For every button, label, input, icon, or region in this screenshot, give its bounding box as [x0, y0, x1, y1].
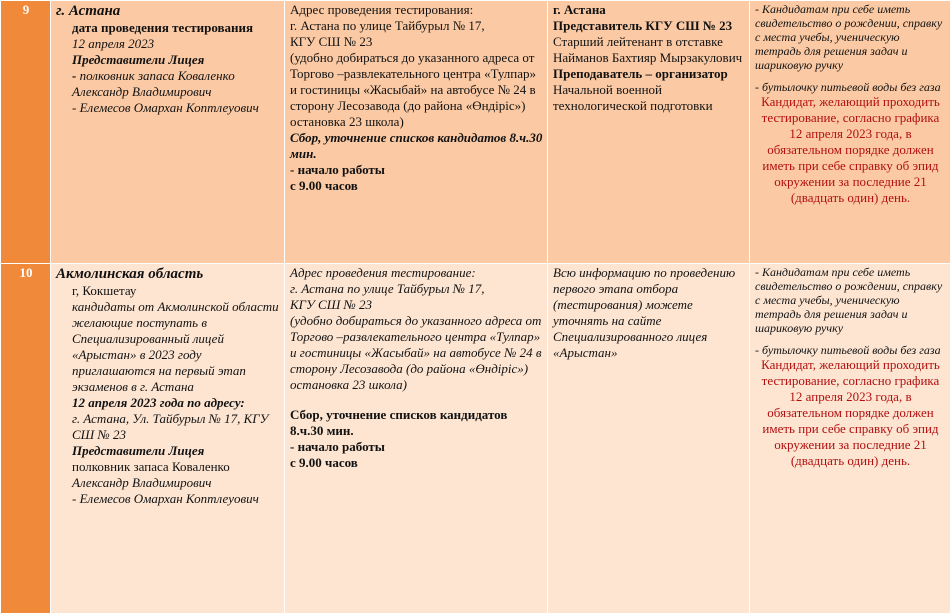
requirements-cell: [750, 264, 950, 614]
teacher-title: Преподаватель – организатор: [553, 66, 728, 81]
requirement-note: Кандидат, желающий проходить тестирование, согласно графика 12 апреля 2023 года, в обязательном порядке должен иметь при себе справку об эпид окружении за последние 21 (двадцать один) день.: [755, 357, 946, 469]
location-cell: [51, 1, 285, 264]
teacher-info: [553, 66, 745, 114]
start-line2: с 9.00 часов: [290, 455, 543, 471]
start-line2: с 9.00 часов: [290, 178, 543, 194]
rep1-line2: Александр Владимирович: [56, 475, 280, 491]
location-cell: [51, 264, 285, 614]
rep1-line2: Александр Владимирович: [56, 84, 280, 100]
gathering-time: Сбор, уточнение списков кандидатов 8.ч.30 мин.: [290, 130, 543, 162]
bring-text: - Кандидатам при себе иметь свидетельство о рождении, справку с места учебы, ученическую тетрадь для решения задач и шариковую ручку: [755, 265, 946, 335]
address-text: г. Астана, Ул. Тайбурыл № 17, КГУ СШ № 23: [56, 411, 280, 443]
rep2: - Елемесов Омархан Коптлеуович: [56, 100, 280, 116]
requirements-cell: [750, 1, 950, 264]
test-date: 12 апреля 2023: [56, 36, 280, 52]
rep-rank-text: Старший лейтенант в отставке: [553, 34, 745, 50]
reps-heading: Представители Лицея: [56, 52, 280, 68]
start-line1: - начало работы: [290, 162, 543, 178]
address-label: Адрес проведения тестирование:: [290, 265, 543, 281]
school-name: КГУ СШ № 23: [290, 297, 543, 313]
city-text: г, Кокшетау: [56, 283, 280, 299]
gathering-time: Сбор, уточнение списков кандидатов 8.ч.30 мин.: [290, 407, 543, 439]
directions-text: (удобно добираться до указанного адреса от Торгово –развлекательного центра «Тулпар» и гостиницы «Жасыбай» на автобусе № 24 в сторону Лесозавода (до района «Өндіріс») остановка 23 школа): [290, 50, 543, 130]
rep2: - Елемесов Омархан Коптлеуович: [56, 491, 280, 507]
reps-heading: Представители Лицея: [56, 443, 280, 459]
row-number: 9: [1, 1, 51, 264]
table-row: [1, 264, 950, 614]
rep1-line1: полковник запаса Коваленко: [80, 68, 235, 83]
rep2-name: Елемесов Омархан Коптлеуович: [80, 100, 259, 115]
address-cell: [285, 1, 548, 264]
row-number: 10: [1, 264, 51, 614]
contact-cell: [548, 1, 750, 264]
date-label: дата проведения тестирования: [56, 20, 280, 36]
teacher-rest: Начальной военной технологической подготовки: [553, 82, 713, 113]
rep1-line1: полковник запаса Коваленко: [56, 459, 280, 475]
invite-text: кандидаты от Акмолинской области желающие поступать в Специализированный лицей «Арыстан» в 2023 году приглашаются на первый этап экзаменов в г. Астана: [56, 299, 280, 395]
directions-text: (удобно добираться до указанного адреса от Торгово –развлекательного центра «Тулпар» и гостиницы «Жасыбай» на автобусе № 24 в сторону Лесозавода (до района «Өндіріс») остановка 23 школа): [290, 313, 543, 393]
contact-cell: [548, 264, 750, 614]
contact-city: г. Астана: [553, 2, 745, 18]
water-text: - бутылочку питьевой воды без газа: [755, 80, 946, 94]
region-title: г. Астана: [56, 2, 280, 20]
water-text: - бутылочку питьевой воды без газа: [755, 343, 946, 357]
rep-rank: - полковник запаса Коваленко: [56, 68, 280, 84]
address-cell: [285, 264, 548, 614]
test-date: 12 апреля 2023 года по адресу:: [56, 395, 280, 411]
rep-name-text: Найманов Бахтияр Мырзакулович: [553, 50, 745, 66]
representative-title: Представитель КГУ СШ № 23: [553, 18, 745, 34]
start-line1: - начало работы: [290, 439, 543, 455]
address-label: Адрес проведения тестирования:: [290, 2, 543, 18]
info-text: Всю информацию по проведению первого этапа отбора (тестирования) можете уточнять на сайте Специализированного лицея «Арыстан»: [553, 265, 745, 361]
table-row: [1, 1, 950, 264]
bring-text: - Кандидатам при себе иметь свидетельство о рождении, справку с места учебы, ученическую тетрадь для решения задач и шариковую ручку: [755, 2, 946, 72]
school-name: КГУ СШ № 23: [290, 34, 543, 50]
requirement-note: Кандидат, желающий проходить тестирование, согласно графика 12 апреля 2023 года, в обязательном порядке должен иметь при себе справку об эпид окружении за последние 21 (двадцать один) день.: [755, 94, 946, 206]
rep2-name: Елемесов Омархан Коптлеуович: [80, 491, 259, 506]
address-text: г. Астана по улице Тайбурыл № 17,: [290, 18, 543, 34]
address-text: г. Астана по улице Тайбурыл № 17,: [290, 281, 543, 297]
region-title: Акмолинская область: [56, 265, 280, 283]
